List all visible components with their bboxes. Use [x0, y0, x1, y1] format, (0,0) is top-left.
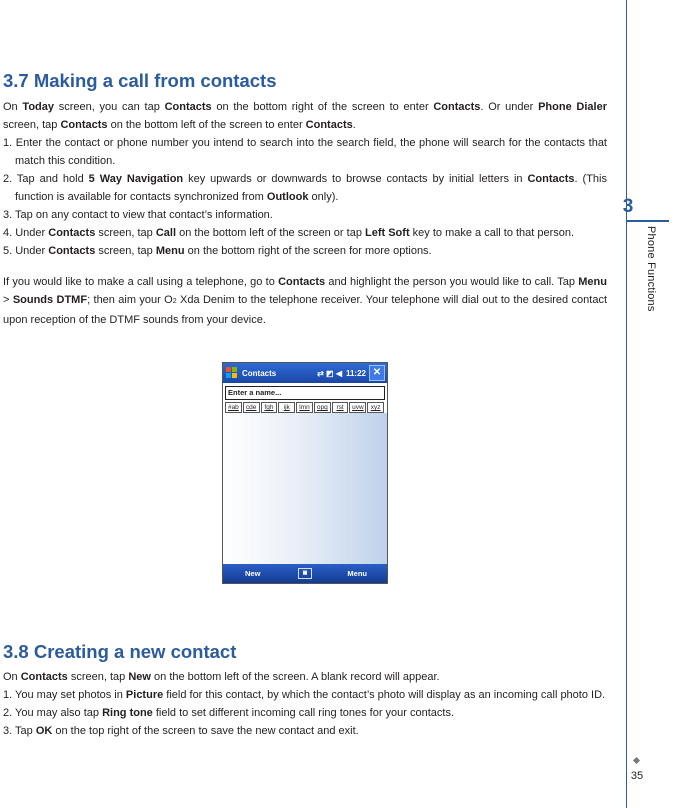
letter-group-tab[interactable]: ijk — [278, 402, 295, 413]
bold-term: OK — [35, 725, 53, 737]
letter-group-tab[interactable]: opq — [314, 402, 331, 413]
margin-rule — [626, 0, 627, 808]
diamond-icon — [633, 757, 640, 764]
section-38-steps — [3, 686, 607, 740]
bold-term: Contacts — [20, 671, 68, 683]
list-item: 1. Enter the contact or phone number you intend to search into the search field, the phone will search for the contacts that match this condition. — [3, 137, 607, 167]
menu-bar — [223, 564, 387, 583]
section-heading-new-contact: 3.8 Creating a new contact — [3, 641, 237, 662]
contact-list[interactable] — [223, 413, 387, 564]
bold-term: Contacts — [48, 245, 96, 257]
page-number: 35 — [630, 770, 644, 782]
bold-term: Ring tone — [102, 707, 153, 719]
list-item: 2. Tap and hold 5 Way Navigation key upwards or downwards to browse contacts by initial letters in Contacts. (This function is available for contacts synchronized from Outlook only). — [3, 173, 607, 203]
bold-term: Call — [155, 227, 177, 239]
list-item: 3. Tap OK on the top right of the screen to save the new contact and exit. — [3, 725, 359, 737]
close-icon[interactable]: ✕ — [369, 365, 385, 381]
letter-group-tab[interactable]: lmn — [296, 402, 313, 413]
section-37-steps — [3, 134, 607, 260]
dtmf-paragraph: If you would like to make a call using a telephone, go to Contacts and highlight the person you would like to call. Tap Menu > Sounds DTMF; then aim your O2 Xda Denim to the telephone receiver. Your telephone will dial out to the desired contact upon reception of the DTMF sounds from your device. — [3, 276, 608, 326]
list-item: 3. Tap on any contact to view that contact’s information. — [3, 209, 273, 221]
bold-term: Sounds DTMF — [12, 294, 88, 306]
bold-term: Contacts — [60, 119, 108, 131]
bold-term: Left Soft — [365, 227, 410, 239]
search-input[interactable]: Enter a name... — [225, 386, 385, 400]
bold-term: Contacts — [164, 101, 212, 113]
letter-group-tab[interactable]: fgh — [261, 402, 278, 413]
list-item: 4. Under Contacts screen, tap Call on the bottom left of the screen or tap Left Soft key to make a call to that person. — [3, 227, 575, 239]
bold-term: Phone Dialer — [538, 101, 608, 113]
bold-term: Contacts — [305, 119, 353, 131]
letter-group-tab[interactable]: rst — [332, 402, 349, 413]
letter-group-tab[interactable]: uvw — [349, 402, 366, 413]
status-icons[interactable]: ⇄ ◩ ◀ — [317, 368, 342, 378]
list-item: 2. You may also tap Ring tone field to set different incoming call ring tones for your contacts. — [3, 707, 455, 719]
bold-term: Menu — [155, 245, 185, 257]
letter-group-tab[interactable]: #ab — [225, 402, 242, 413]
chapter-label: Phone Functions — [645, 226, 657, 312]
section-37-intro: On Today screen, you can tap Contacts on the bottom right of the screen to enter Contacts. Or under Phone Dialer screen, tap Contacts on the bottom left of the screen to enter Contacts. — [3, 101, 608, 131]
bold-term: Picture — [125, 689, 164, 701]
contacts-screenshot — [222, 362, 388, 584]
bold-term: Contacts — [278, 276, 326, 288]
letter-group-tab[interactable]: cde — [243, 402, 260, 413]
section-38-intro: On Contacts screen, tap New on the bottom left of the screen. A blank record will appear. — [3, 671, 440, 683]
bold-term: Contacts — [527, 173, 575, 185]
chapter-number: 3 — [622, 196, 634, 217]
section-heading-making-call: 3.7 Making a call from contacts — [3, 70, 277, 91]
bold-term: Contacts — [48, 227, 96, 239]
screen-title: Contacts — [242, 368, 277, 378]
bold-term: Outlook — [266, 191, 309, 203]
list-item: 5. Under Contacts screen, tap Menu on the bottom right of the screen for more options. — [3, 245, 432, 257]
bold-term: 5 Way Navigation — [88, 173, 184, 185]
subscript: 2 — [172, 298, 177, 305]
chapter-underline — [626, 220, 669, 222]
new-button[interactable]: New — [245, 569, 261, 578]
bold-term: Today — [22, 101, 54, 113]
menu-button[interactable]: Menu — [347, 569, 367, 578]
letter-group-tab[interactable]: xyz — [367, 402, 384, 413]
bold-term: New — [128, 671, 151, 683]
clock[interactable]: 11:22 — [345, 368, 366, 378]
letter-filter-bar — [225, 402, 385, 413]
keyboard-icon[interactable]: ▦ — [298, 568, 312, 579]
list-item: 1. You may set photos in Picture field for this contact, by which the contact’s photo will display as an incoming call photo ID. — [3, 689, 606, 701]
windows-start-icon[interactable] — [226, 367, 238, 379]
bold-term: Menu — [578, 276, 607, 288]
bold-term: Contacts — [433, 101, 481, 113]
title-bar — [223, 363, 387, 383]
